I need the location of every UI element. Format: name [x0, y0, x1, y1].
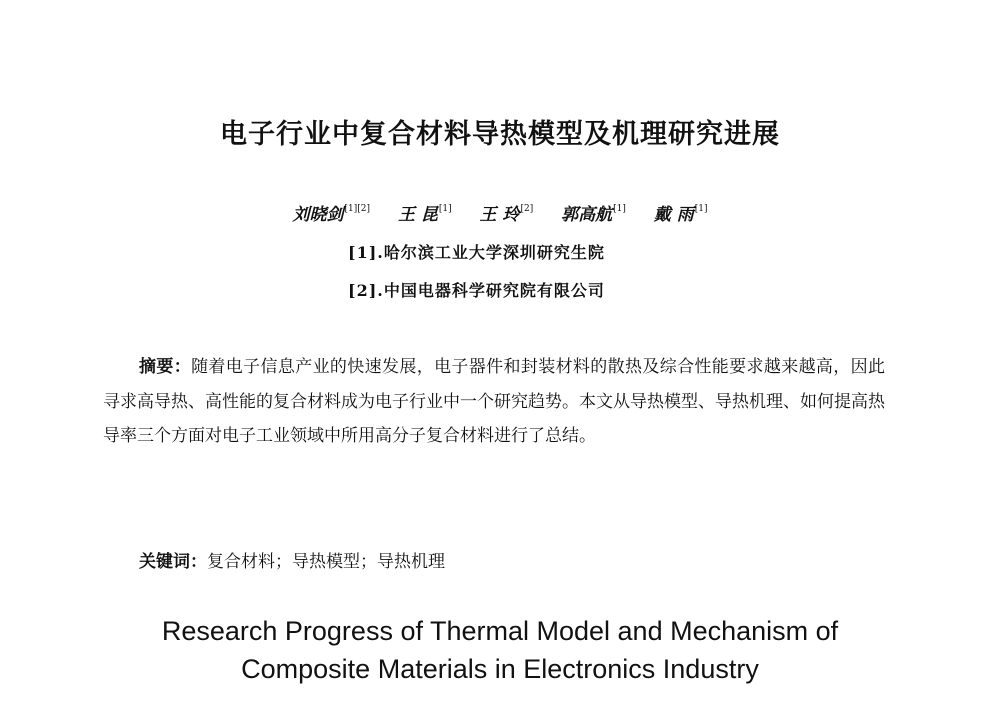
author [654, 200, 708, 225]
author-name: 刘晓剑 [292, 205, 344, 225]
affiliation-1: [1].哈尔滨工业大学深圳研究生院 [348, 243, 605, 262]
english-title-line-2: Composite Materials in Electronics Industry [241, 654, 759, 684]
author-affiliation-mark: [1][2] [344, 204, 371, 214]
author [561, 200, 626, 225]
author-affiliation-mark: [1] [694, 204, 708, 214]
author-name: 王 玲 [479, 205, 520, 225]
author-affiliation-mark: [1] [438, 204, 452, 214]
author-name: 王 昆 [397, 205, 438, 225]
author [480, 200, 534, 225]
author-list [0, 200, 1000, 225]
author-affiliation-mark: [1] [613, 204, 626, 214]
abstract [103, 350, 885, 454]
abstract-label: 摘要： [139, 357, 192, 377]
keywords-label: 关键词： [139, 552, 207, 572]
author-affiliation-mark: [2] [520, 204, 534, 214]
chinese-title: 电子行业中复合材料导热模型及机理研究进展 [220, 119, 780, 150]
english-title [0, 612, 1000, 688]
keywords-text: 复合材料；导热模型；导热机理 [207, 552, 445, 572]
author [398, 200, 452, 225]
author [293, 200, 371, 225]
keywords [139, 547, 445, 572]
english-title-line-1: Research Progress of Thermal Model and Mechanism of [161, 616, 839, 646]
author-name: 戴 雨 [653, 205, 694, 225]
author-name: 郭高航 [561, 205, 613, 225]
affiliation-2: [2].中国电器科学研究院有限公司 [348, 281, 605, 300]
abstract-text: 随着电子信息产业的快速发展，电子器件和封装材料的散热及综合性能要求越来越高，因此寻求高导热、高性能的复合材料成为电子行业中一个研究趋势。本文从导热模型、导热机理、如何提高热导率三个方面对电子工业领域中所用高分子复合材料进行了总结。 [103, 357, 886, 446]
